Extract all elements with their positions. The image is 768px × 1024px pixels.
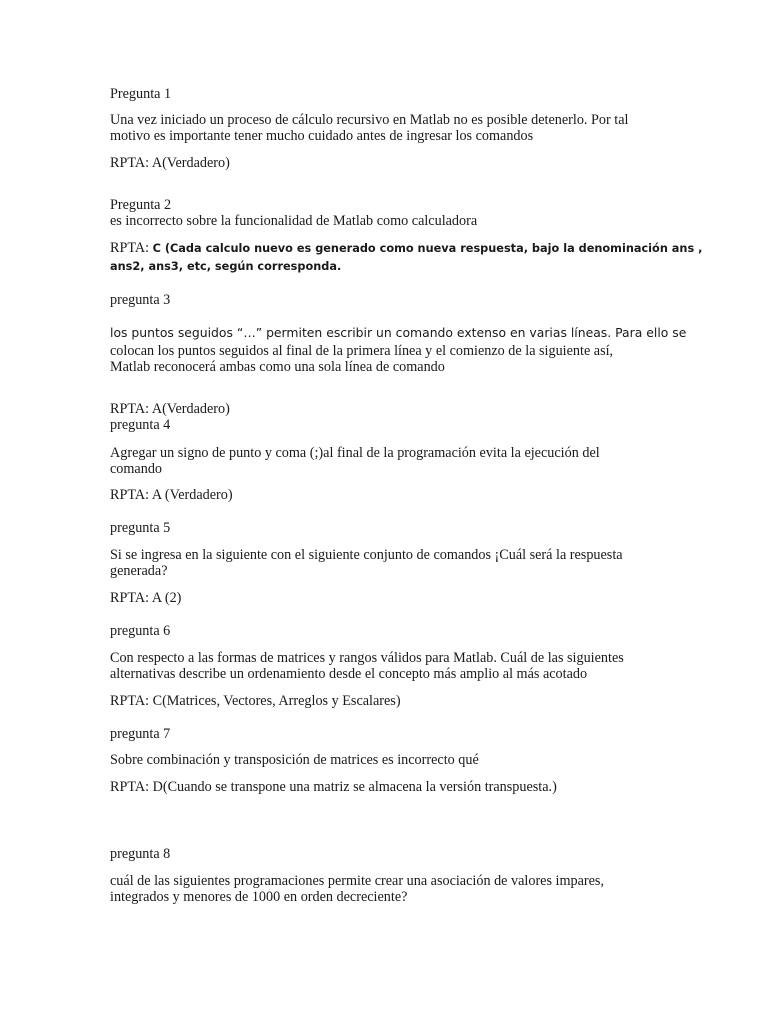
- question-8-title: pregunta 8: [110, 846, 171, 862]
- question-3-answer: RPTA: A(Verdadero): [110, 401, 230, 417]
- question-2-answer-line-2: ans2, ans3, etc, según corresponda.: [110, 260, 342, 273]
- question-4-text-line-1: Agregar un signo de punto y coma (;)al final de la programación evita la ejecución del: [110, 445, 600, 461]
- question-1-text-line-1: Una vez iniciado un proceso de cálculo recursivo en Matlab no es posible detenerlo. Por tal: [110, 112, 629, 128]
- question-5-text-line-1: Si se ingresa en la siguiente con el siguiente conjunto de comandos ¡Cuál será la respuesta: [110, 547, 623, 563]
- question-4-text-line-2: comando: [110, 461, 163, 477]
- question-5-answer: RPTA: A (2): [110, 590, 182, 606]
- question-2-text-line-1: es incorrecto sobre la funcionalidad de Matlab como calculadora: [110, 213, 478, 229]
- question-3-title: pregunta 3: [110, 292, 171, 308]
- question-7-text-line-1: Sobre combinación y transposición de matrices es incorrecto qué: [110, 752, 479, 768]
- question-1-title: Pregunta 1: [110, 86, 172, 102]
- question-6-text-line-1: Con respecto a las formas de matrices y rangos válidos para Matlab. Cuál de las siguientes: [110, 650, 624, 666]
- question-5-text-line-2: generada?: [110, 563, 168, 579]
- question-6-title: pregunta 6: [110, 623, 171, 639]
- question-2-answer-line-1: C (Cada calculo nuevo es generado como nueva respuesta, bajo la denominación ans ,: [152, 242, 703, 255]
- question-4-answer: RPTA: A (Verdadero): [110, 487, 233, 503]
- question-3-text-line-1: los puntos seguidos “…” permiten escribir un comando extenso en varias líneas. Para ello se: [110, 325, 687, 340]
- question-3-text-line-3: Matlab reconocerá ambas como una sola línea de comando: [110, 359, 445, 375]
- question-3-text-line-2: colocan los puntos seguidos al final de la primera línea y el comienzo de la siguiente así,: [110, 343, 614, 359]
- question-6-answer: RPTA: C(Matrices, Vectores, Arreglos y Escalares): [110, 693, 401, 709]
- question-1-text-line-2: motivo es importante tener mucho cuidado antes de ingresar los comandos: [110, 128, 534, 144]
- question-1-answer: RPTA: A(Verdadero): [110, 155, 230, 171]
- question-8-text-line-2: integrados y menores de 1000 en orden decreciente?: [110, 889, 408, 905]
- question-2-answer: [110, 240, 702, 257]
- question-7-answer: RPTA: D(Cuando se transpone una matriz se almacena la versión transpuesta.): [110, 779, 557, 795]
- question-5-title: pregunta 5: [110, 520, 171, 536]
- question-6-text-line-2: alternativas describe un ordenamiento desde el concepto más amplio al más acotado: [110, 666, 588, 682]
- question-2-title: Pregunta 2: [110, 197, 172, 213]
- question-8-text-line-1: cuál de las siguientes programaciones permite crear una asociación de valores impares,: [110, 873, 604, 889]
- question-2-answer-prefix: RPTA:: [110, 240, 153, 256]
- question-7-title: pregunta 7: [110, 726, 171, 742]
- question-4-title: pregunta 4: [110, 417, 171, 433]
